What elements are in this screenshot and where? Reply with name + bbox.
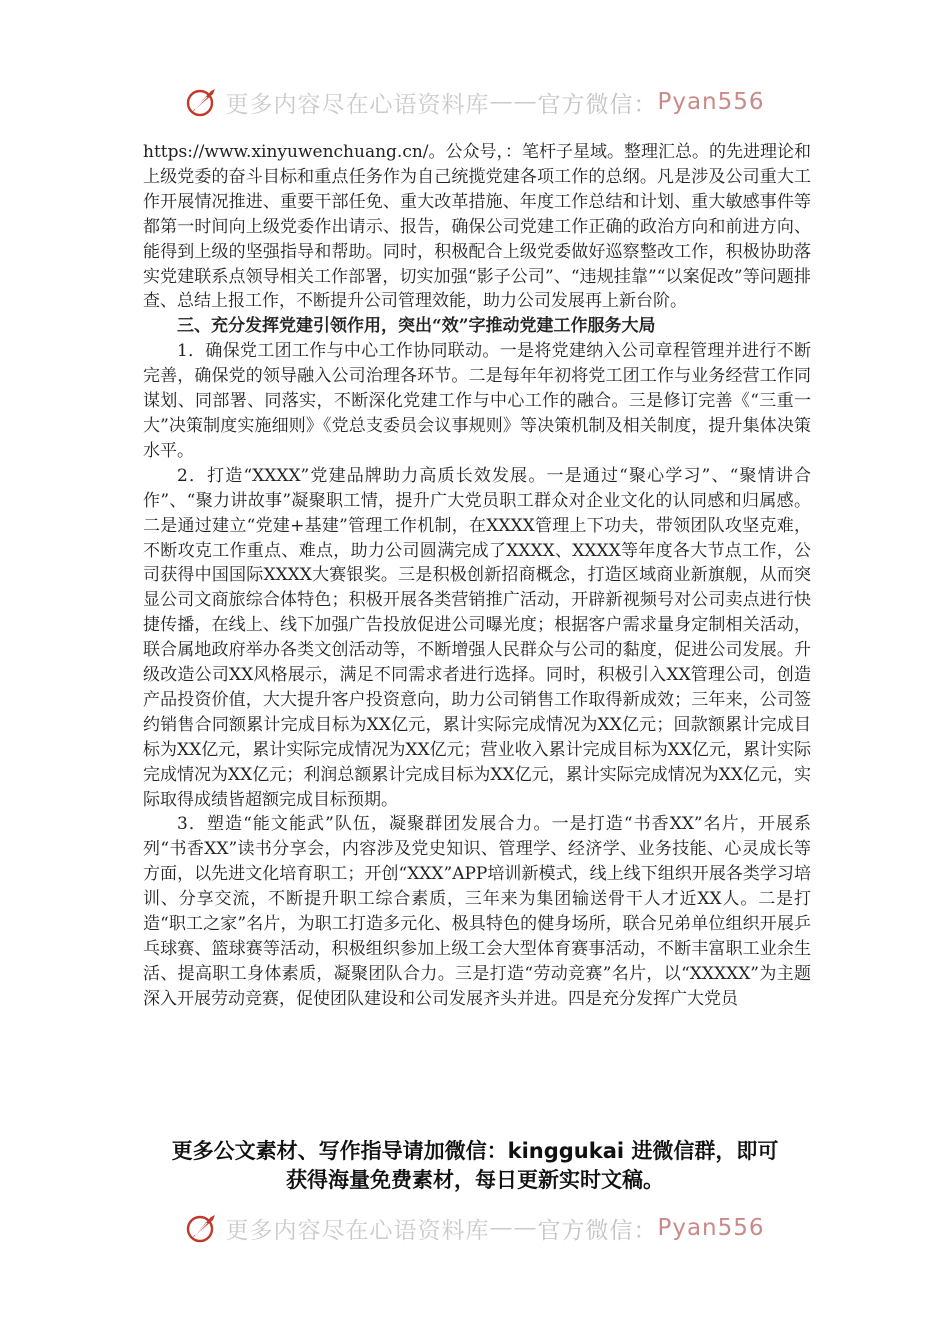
quill-logo-icon	[185, 85, 219, 119]
banner-contact-label: 官方微信：	[537, 91, 658, 118]
banner-brand: 更多内容尽在心语资料库	[225, 91, 490, 118]
paragraph-item-3: 3．塑造“能文能武”队伍，凝聚群团发展合力。一是打造“书香XX”名片，开展系列“书香XX”读书分享会，内容涉及党史知识、管理学、经济学、业务技能、心灵成长等方面，以先进文化培育职工；开创“XXX”APP培训新模式，线上线下组织开展各类学习培训、分享交流，不断提升职工综合素质，三年来为集团输送骨干人才近XX人。二是打造“职工之家”名片，为职工打造多元化、极具特色的健身场所，联合兄弟单位组织开展乒乓球赛、篮球赛等活动，积极组织参加上级工会大型体育赛事活动，不断丰富职工业余生活、提高职工身体素质，凝聚团队合力。三是打造“劳动竞赛”名片，以“XXXXX”为主题深入开展劳动竞赛，促使团队建设和公司发展齐头并进。四是充分发挥广大党员	[143, 814, 811, 1009]
banner-wechat-id: Pyan556	[657, 89, 765, 115]
section-heading-3: 三、充分发挥党建引领作用，突出“效”字推动党建工作服务大局	[177, 316, 656, 337]
paragraph-item-2: 2．打造“XXXX”党建品牌助力高质长效发展。一是通过“聚心学习”、“聚情讲合作”、“聚力讲故事”凝聚职工情，提升广大党员职工群众对企业文化的认同感和归属感。二是通过建立“党建+基建”管理工作机制，在XXXX管理上下功夫，带领团队攻坚克难，不断攻克工作重点、难点，助力公司圆满完成了XXXX、XXXX等年度各大节点工作，公司获得中国国际XXXX大赛银奖。三是积极创新招商概念，打造区域商业新旗舰，从而突显公司文商旅综合体特色；积极开展各类营销推广活动，开辟新视频号对公司卖点进行快捷传播，在线上、线下加强广告投放促进公司曝光度；根据客户需求量身定制相关活动，联合属地政府举办各类文创活动等，不断增强人民群众与公司的黏度，促进公司发展。升级改造公司XX风格展示，满足不同需求者进行选择。同时，积极引入XX管理公司，创造产品投资价值，大大提升客户投资意向，助力公司销售工作取得新成效；三年来，公司签约销售合同额累计完成目标为XX亿元，累计实际完成情况为XX亿元；回款额累计完成目标为XX亿元，累计实际完成情况为XX亿元；营业收入累计完成目标为XX亿元，累计实际完成情况为XX亿元；利润总额累计完成目标为XX亿元，累计实际完成情况为XX亿元，实际取得成绩皆超额完成目标预期。	[143, 465, 811, 810]
footer-watermark-banner	[0, 1206, 950, 1250]
banner-contact-label: 官方微信：	[537, 1217, 658, 1244]
promo-line-2: 获得海量免费素材，每日更新实时文稿。	[286, 1168, 664, 1192]
quill-logo-icon	[185, 1211, 219, 1245]
banner-separator: ——	[489, 1215, 538, 1241]
header-watermark-banner	[0, 80, 950, 124]
banner-brand: 更多内容尽在心语资料库	[225, 1217, 490, 1244]
banner-separator: ——	[489, 89, 538, 115]
promo-line-1: 更多公文素材、写作指导请加微信：kinggukai 进微信群，即可	[171, 1139, 779, 1163]
document-body	[143, 140, 811, 1012]
banner-wechat-id: Pyan556	[657, 1215, 765, 1241]
paragraph-continuation: https://www.xinyuwenchuang.cn/。公众号，：笔杆子星域。整理汇总。的先进理论和上级党委的奋斗目标和重点任务作为自己统揽党建各项工作的总纲。凡是涉及公司重大工作开展情况推进、重要干部任免、重大改革措施、年度工作总结和计划、重大敏感事件等都第一时间向上级党委作出请示、报告，确保公司党建工作正确的政治方向和前进方向、能得到上级的坚强指导和帮助。同时，积极配合上级党委做好巡察整改工作，积极协助落实党建联系点领导相关工作部署，切实加强“影子公司”、“违规挂靠”“以案促改”等问题排查、总结上报工作，不断提升公司管理效能，助力公司发展再上新台阶。	[143, 142, 812, 312]
promo-notice	[130, 1137, 820, 1195]
paragraph-item-1: 1．确保党工团工作与中心工作协同联动。一是将党建纳入公司章程管理并进行不断完善，确保党的领导融入公司治理各环节。二是每年年初将党工团工作与业务经营工作同谋划、同部署、同落实，不断深化党建工作与中心工作的融合。三是修订完善《“三重一大”决策制度实施细则》《党总支委员会议事规则》等决策机制及相关制度，提升集体决策水平。	[143, 341, 811, 461]
